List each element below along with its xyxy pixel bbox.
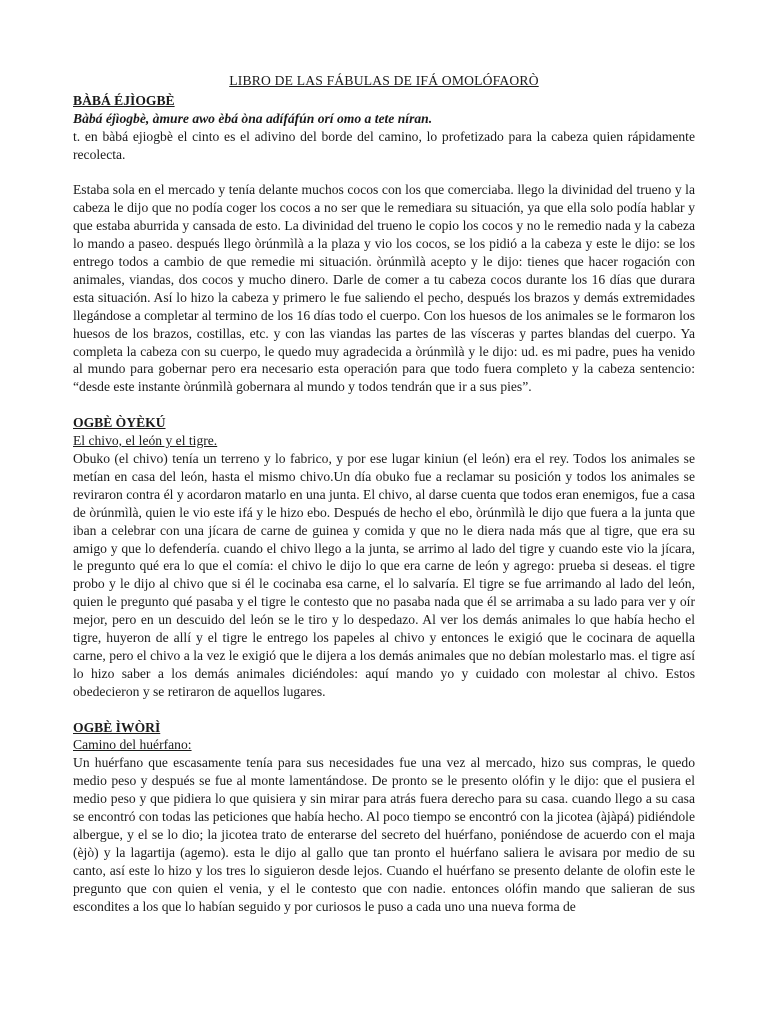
- paragraph-gap: [73, 164, 695, 182]
- section-intro: t. en bàbá ejiogbè el cinto es el adivino del borde del camino, lo profetizado para la cabeza quien rápidamente recolecta.: [73, 128, 695, 162]
- section-subtitle: Camino del huérfano:: [73, 737, 192, 753]
- section-heading-ogbe-iwori: OGBÈ ÌWÒRÌ: [73, 719, 161, 735]
- section-verse: Bàbá éjìogbè, àmure awo èbá òna adífáfún orí omo a tete níran.: [73, 110, 433, 126]
- paragraph-gap: [73, 701, 695, 719]
- section-heading-ogbe-oyeku: OGBÈ ÒYÈKÚ: [73, 415, 166, 431]
- text-column: [73, 72, 695, 916]
- section-body: Estaba sola en el mercado y tenía delante muchos cocos con los que comerciaba. llego la divinidad del trueno y la cabeza le dijo que no podía coger los cocos a no ser que le remediara su situación, ya que ella solo podía hablar y que estaba aburrida y cansada de esto. La divinidad del trueno le copio los cocos y no le remedio nada y la cabeza lo mando a paseo. después llego òrúnmìlà a la plaza y vio los cocos, se los pidió a la cabeza y este le dijo: se los entrego todos a cambio de que remedie mi situación. òrúnmìlà acepto y le dijo: tienes que hacer rogación con animales, viandas, dos cocos y mucho dinero. Darle de comer a tu cabeza cocos durante los 16 días que durara esta situación. Así lo hizo la cabeza y primero le fue saliendo el pecho, después los brazos y demás extremidades llegándose a completar al termino de los 16 días todo el cuerpo. Con los huesos de los animales se le formaron los huesos de los brazos, costillas, etc. y con las viandas las partes de las vísceras y partes blandas del cuerpo. Ya completa la cabeza con su cuerpo, le quedo muy agradecida a òrúnmìlà y le dijo: ud. es mi padre, pues ha venido al mundo para gobernar pero era necesario esta operación para que todo fuera completo y la cabeza sentencio: “desde este instante òrúnmìlà gobernara al mundo y todos tendrán que ir a sus pies”.: [73, 182, 695, 395]
- section-heading-baba-ejiogbe: BÀBÁ ÉJÌOGBÈ: [73, 92, 175, 108]
- section-body: Un huérfano que escasamente tenía para sus necesidades fue una vez al mercado, hizo sus compras, le quedo medio peso y después se fue al monte lamentándose. De pronto se le presento olófin y le dijo: que el pusiera el medio peso y que pidiera lo que quisiera y sin mirar para atrás fuera derecho para su casa. cuando llego a su casa se encontró con todas las peticiones que había hecho. Al poco tiempo se encontró con la jicotea (àjàpá) pidiéndole albergue, y el se lo dio; la jicotea trato de enterarse del secreto del huérfano, poniéndose de acuerdo con el maja (èjò) y la lagartija (agemo). esta le dijo al gallo que tan pronto el huérfano saliera le avisara por medio de su canto, así este lo hizo y los tres lo siguieron desde lejos. Cuando el huérfano se presento delante de olofin este le pregunto que con quien el venia, y el le contesto que con nadie. entonces olófin mando que salieran de sus escondites a los que lo habían seguido y por curiosos le puso a cada uno una nueva forma de: [73, 755, 695, 914]
- paragraph-gap: [73, 396, 695, 414]
- section-subtitle: El chivo, el león y el tigre.: [73, 433, 218, 449]
- section-body: Obuko (el chivo) tenía un terreno y lo fabrico, y por ese lugar kiniun (el león) era el rey. Todos los animales se metían en casa del león, hasta el mismo chivo.Un día obuko fue a reclamar su posición y todos los animales se reviraron contra él y acordaron matarlo en una junta. El chivo, al darse cuenta que todos eran enemigos, fue a casa de òrúnmìlà, quien le vio este ifá y le hizo ebo. Después de hecho el ebo, òrúnmìlà le dijo que fuera a la junta que iban a celebrar con una jícara de carne de guinea y comida y que no le diera nada más que al tigre, que era su amigo y que lo defendería. cuando el chivo llego a la junta, se arrimo al lado del tigre y cuando este vio la jícara, le pregunto qué era lo que el comía: el chivo le dijo lo que era carne de león y agrego: prueba si deseas. el tigre probo y le dijo al chivo que si él le cocinaba esa carne, el lo salvaría. El tigre se fue arrimando al lado del león, quien le pregunto qué pasaba y el tigre le contesto que no pasaba nada que él se arrimaba a su lado para ver y oír mejor, pero en un descuido del león se le tiro y lo despedazo. Al ver los demás animales lo que había hecho el tigre, huyeron de allí y el tigre le entrego los papeles al chivo y entonces le exigió que le cocinara de aquella carne, pero el chivo a la vez le exigió que le dijera a los demás animales que no debían molestarlo mas. el tigre así lo hizo saber a los demás animales diciéndoles: aquí mando yo y cuidado con molestar al chivo. Estos obedecieron y se retiraron de aquellos lugares.: [73, 451, 695, 699]
- document-title: LIBRO DE LAS FÁBULAS DE IFÁ OMOLÓFAORÒ: [229, 73, 539, 88]
